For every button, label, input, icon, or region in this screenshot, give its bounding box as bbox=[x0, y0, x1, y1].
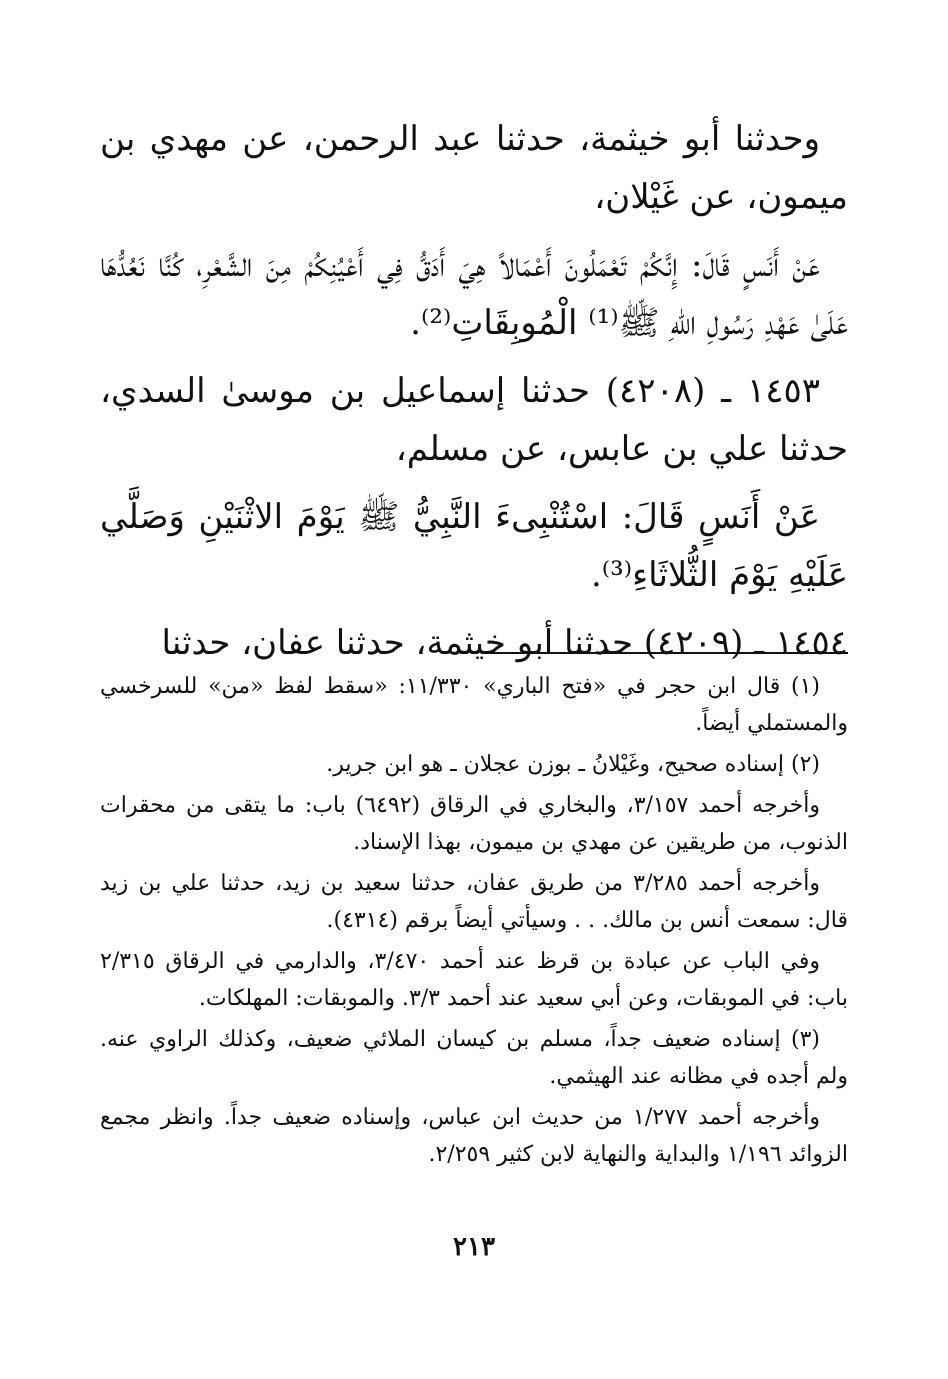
footnote-divider bbox=[486, 652, 848, 654]
hadith-isnad-1453: ١٤٥٣ ـ (٤٢٠٨) حدثنا إسماعيل بن موسىٰ السدي، حدثنا علي بن عابس، عن مسلم، bbox=[100, 371, 848, 469]
hadith-text: عَنْ أَنَسٍ قَالَ: إِنَّكُمْ تَعْمَلُونَ أَعْمَالاً هِيَ أَدَقُّ فِي أَعْيُنِكُمْ مِنَ الشَّعْرِ، كُنَّا نَعُدُّهَا عَلَىٰ عَهْدِ رَسُولِ اللهِ ﷺ⁽¹⁾ الْمُوبِقَاتِ⁽²⁾. bbox=[100, 245, 848, 343]
footnote-3-line: وأخرجه أحمد ١/٢٧٧ من حديث ابن عباس، وإسناده ضعيف جداً. وانظر مجمع الزوائد ١/١٩٦ والبداية والنهاية لابن كثير ٢/٢٥٩. bbox=[100, 1105, 848, 1167]
footnote-2: (٢) إسناده صحيح، وغَيْلانُ ـ بوزن عجلان ـ هو ابن جرير. bbox=[326, 752, 820, 777]
isnad-paragraph: وحدثنا أبو خيثمة، حدثنا عبد الرحمن، عن مهدي بن ميمون، عن غَيْلان، bbox=[100, 119, 848, 217]
footnotes bbox=[100, 668, 848, 1173]
footnote-1: (١) قال ابن حجر في «فتح الباري» ١١/٣٣٠: «سقط لفظ «من» للسرخسي والمستملي أيضاً. bbox=[100, 674, 848, 736]
page-number: ٢١٣ bbox=[453, 1232, 495, 1262]
footnote-2-line: وأخرجه أحمد ٣/٢٨٥ من طريق عفان، حدثنا سعيد بن زيد، حدثنا علي بن زيد قال: سمعت أنس بن مالك. . . وسيأتي أيضاً برقم (٤٣١٤). bbox=[100, 871, 848, 933]
footnote-2-line: وأخرجه أحمد ٣/١٥٧، والبخاري في الرقاق (٦٤٩٢) باب: ما يتقى من محقرات الذنوب، من طريقين عن مهدي بن ميمون، بهذا الإسناد. bbox=[100, 793, 848, 855]
footnote-2-line: وفي الباب عن عبادة بن قرظ عند أحمد ٣/٤٧٠، والدارمي في الرقاق ٢/٣١٥ باب: في الموبقات، وعن أبي سعيد عند أحمد ٣/٣. والموبقات: المهلكات. bbox=[100, 949, 848, 1011]
hadith-text: عَنْ أَنَسٍ قَالَ: اسْتُنْبِىءَ النَّبِيُّ ﷺ يَوْمَ الاثْنَيْنِ وَصَلَّي عَلَيْهِ يَوْمَ الثُّلاثَاءِ⁽³⁾. bbox=[100, 497, 848, 595]
main-text bbox=[100, 110, 848, 672]
footnote-3: (٣) إسناده ضعيف جداً، مسلم بن كيسان الملائي ضعيف، وكذلك الراوي عنه. ولم أجده في مظانه عند الهيثمي. bbox=[100, 1027, 848, 1089]
hadith-isnad-1454: ١٤٥٤ ـ (٤٢٠٩) حدثنا أبو خيثمة، حدثنا عفان، حدثنا bbox=[161, 623, 848, 663]
